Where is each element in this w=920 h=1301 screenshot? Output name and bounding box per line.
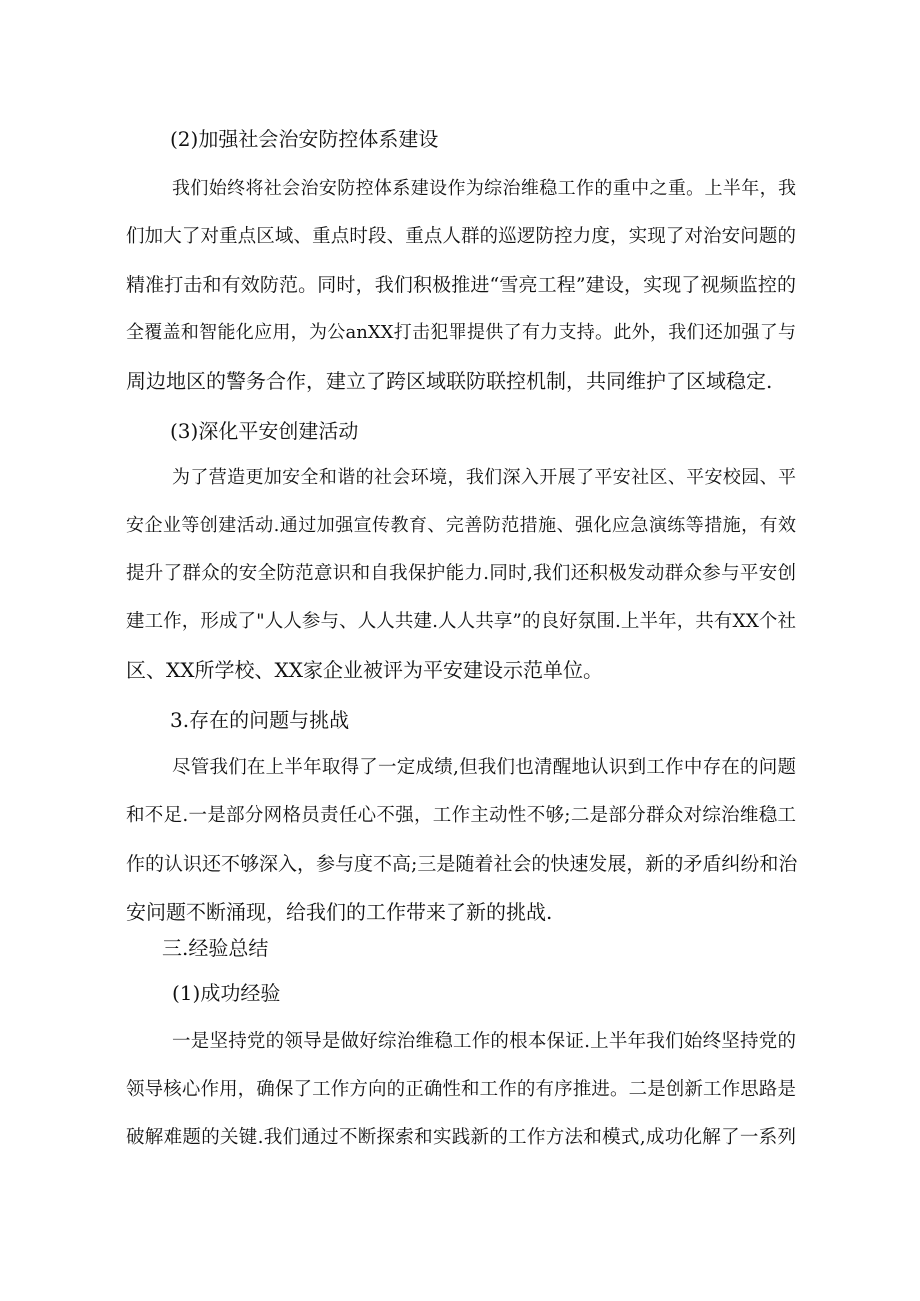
summary-heading: 三.经验总结 (162, 936, 269, 960)
summary-subheading: (1)成功经验 (172, 981, 281, 1005)
paragraph-line: 安问题不断涌现，给我们的工作带来了新的挑战. (126, 900, 553, 924)
paragraph-line: 尽管我们在上半年取得了一定成绩,但我们也清醒地认识到工作中存在的问题 (172, 757, 796, 778)
paragraph-line: 破解难题的关键.我们通过不断探索和实践新的工作方法和模式,成功化解了一系列 (126, 1127, 796, 1148)
section-3-heading: (3)深化平安创建活动 (170, 419, 359, 443)
paragraph-line: 周边地区的警务合作，建立了跨区域联防联控机制，共同维护了区域稳定. (126, 369, 773, 393)
paragraph-line: 建工作，形成了"人人参与、人人共建.人人共享”的良好氛围.上半年，共有XX个社 (126, 611, 796, 632)
paragraph-line: 们加大了对重点区域、重点时段、重点人群的巡逻防控力度，实现了对治安问题的 (126, 226, 796, 247)
paragraph-line: 和不足.一是部分网格员责任心不强，工作主动性不够;二是部分群众对综治维稳工 (126, 805, 796, 826)
paragraph-line: 安企业等创建活动.通过加强宣传教育、完善防范措施、强化应急演练等措施，有效 (126, 515, 796, 536)
section-2-heading: (2)加强社会治安防控体系建设 (170, 127, 439, 151)
paragraph-line: 作的认识还不够深入，参与度不高;三是随着社会的快速发展，新的矛盾纠纷和治 (126, 853, 798, 875)
paragraph-line: 精准打击和有效防范。同时，我们积极推进“雪亮工程”建设，实现了视频监控的 (126, 274, 796, 296)
paragraph-line: 全覆盖和智能化应用，为公anXX打击犯罪提供了有力支持。此外，我们还加强了与 (126, 322, 796, 343)
paragraph-line: 为了营造更加安全和谐的社会环境，我们深入开展了平安社区、平安校园、平 (172, 467, 796, 488)
problems-heading: 3.存在的问题与挑战 (170, 708, 350, 732)
paragraph-line: 一是坚持党的领导是做好综治维稳工作的根本保证.上半年我们始终坚持党的 (172, 1031, 796, 1052)
paragraph-line: 我们始终将社会治安防控体系建设作为综治维稳工作的重中之重。上半年，我 (172, 178, 796, 199)
paragraph-line: 提升了群众的安全防范意识和自我保护能力.同时,我们还积极发动群众参与平安创 (126, 563, 796, 584)
paragraph-line: 区、XX所学校、XX家企业被评为平安建设示范单位。 (126, 658, 603, 682)
paragraph-line: 领导核心作用，确保了工作方向的正确性和工作的有序推进。二是创新工作思路是 (126, 1079, 796, 1100)
